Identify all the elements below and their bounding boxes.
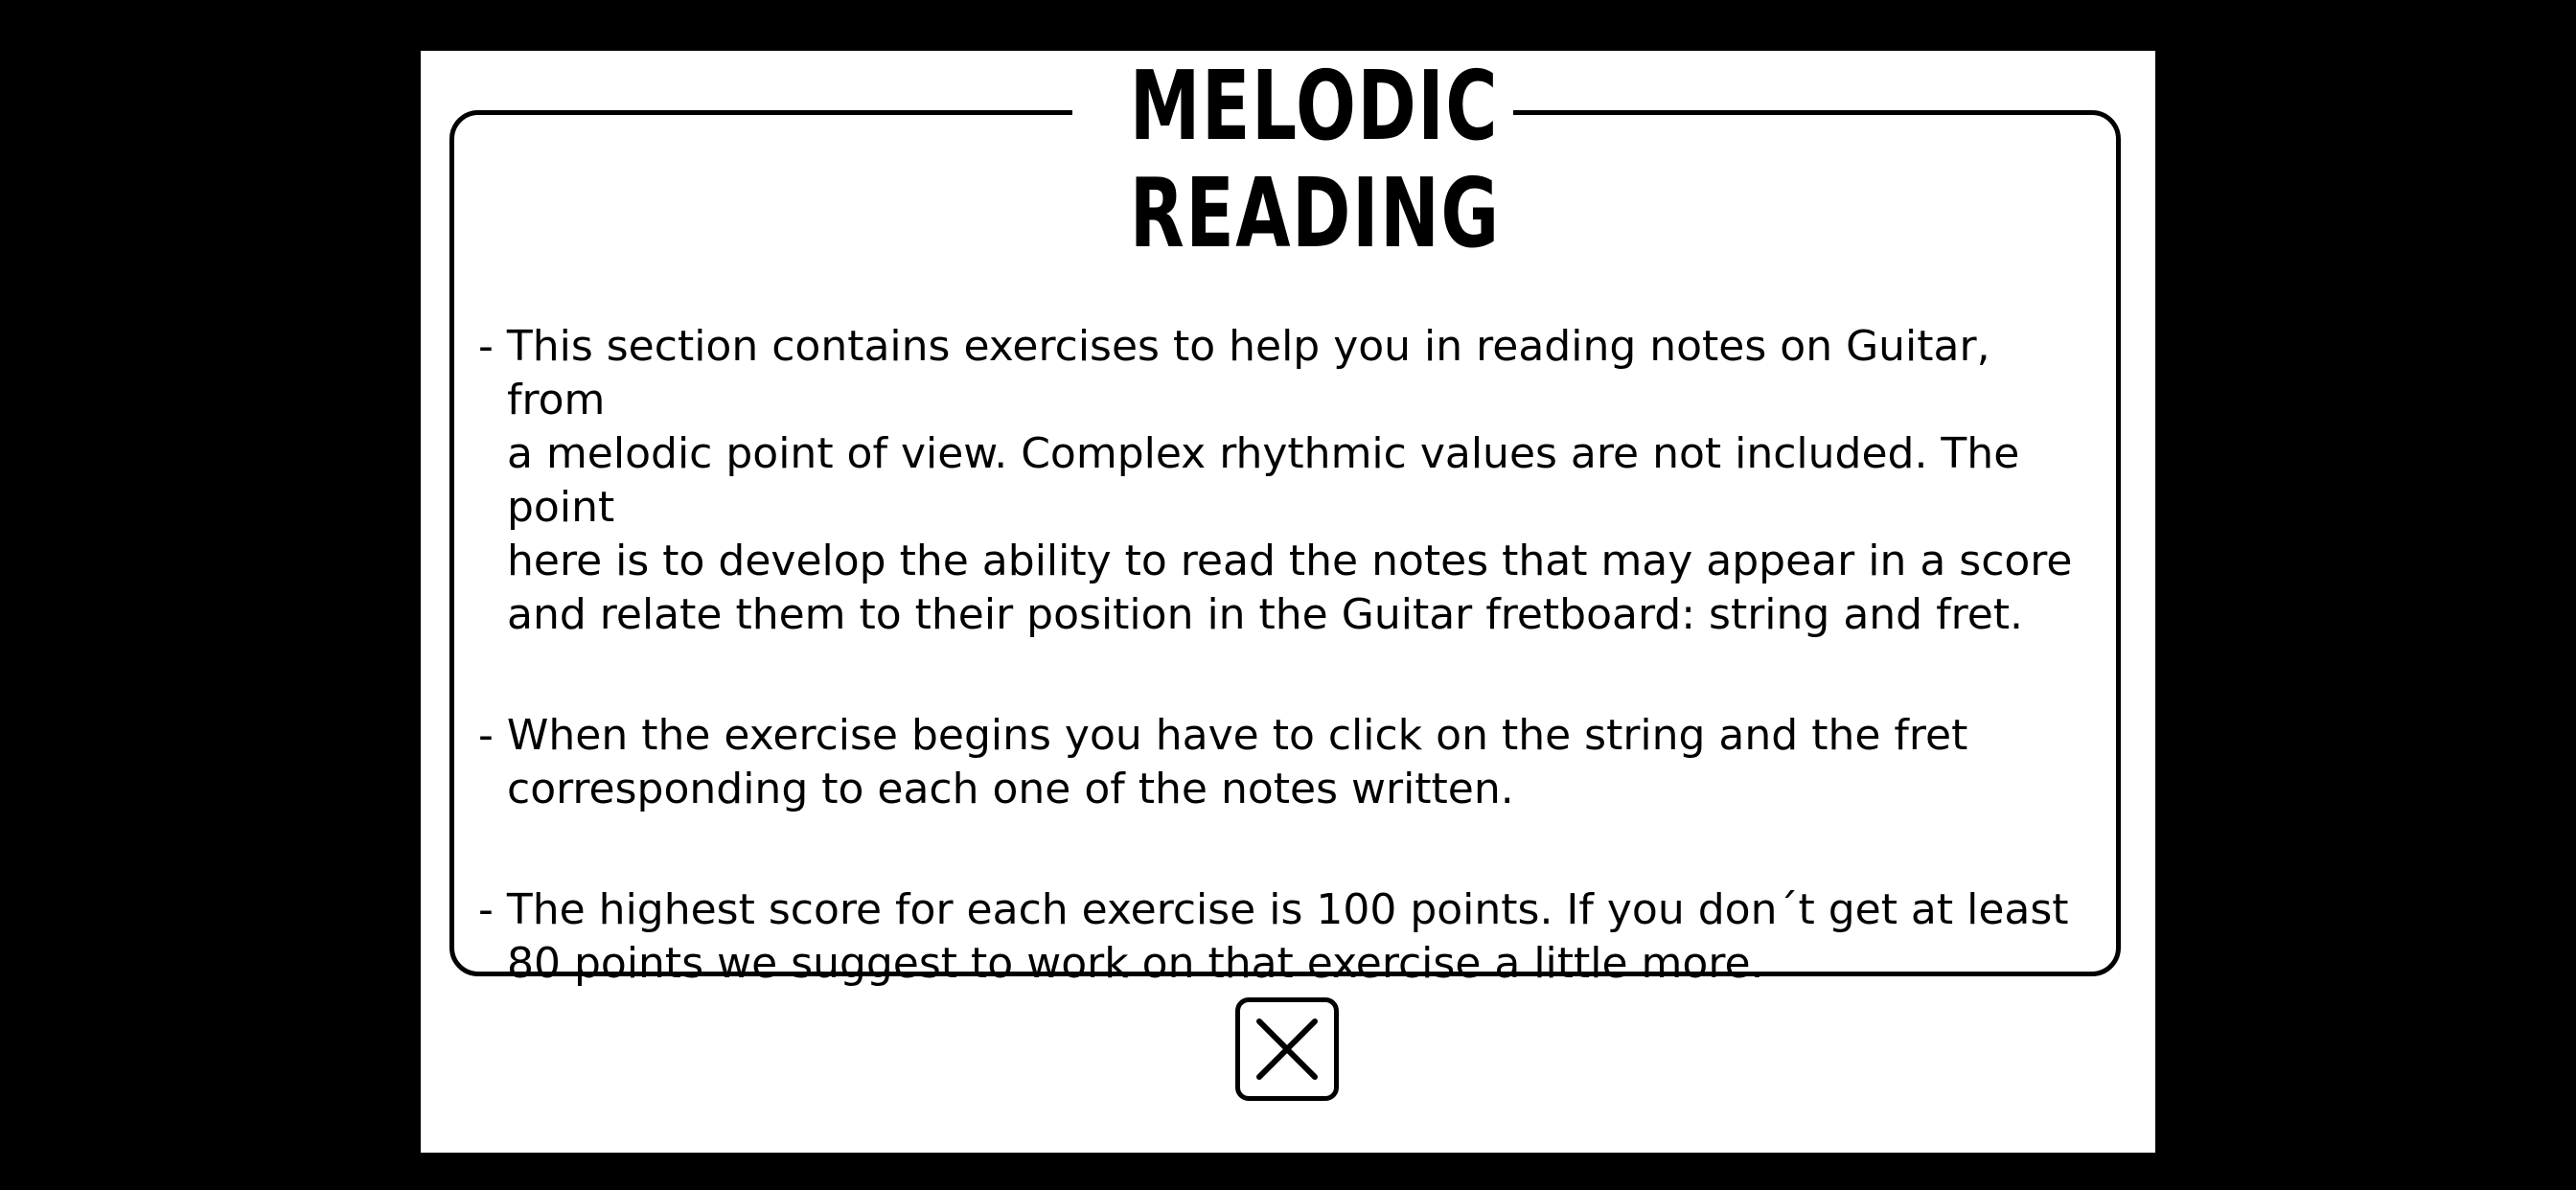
paragraph-scoring: - The highest score for each exercise is 100 points. If you don´t get at least 80 points we suggest to work on that exercise a little more.	[478, 885, 2069, 988]
paragraph-instructions: - When the exercise begins you have to click on the string and the fret corresponding to each one of the notes written.	[478, 711, 1968, 813]
close-button[interactable]	[1235, 997, 1339, 1101]
title-line-1: MELODIC	[1129, 50, 1500, 162]
dialog-content	[478, 320, 2098, 1058]
paragraph-section-description: - This section contains exercises to help you in reading notes on Guitar, from a melodic point of view. Complex rhythmic values are not included. The point here is to develop the ability to read the notes that may appear in a score and relate them to their position in the Guitar fretboard: string and fret.	[478, 322, 2073, 639]
info-dialog	[421, 51, 2155, 1153]
close-icon	[1240, 1002, 1334, 1096]
title-wrap	[1072, 51, 1513, 290]
dialog-title	[1129, 50, 1501, 269]
title-line-2: READING	[1129, 157, 1501, 269]
